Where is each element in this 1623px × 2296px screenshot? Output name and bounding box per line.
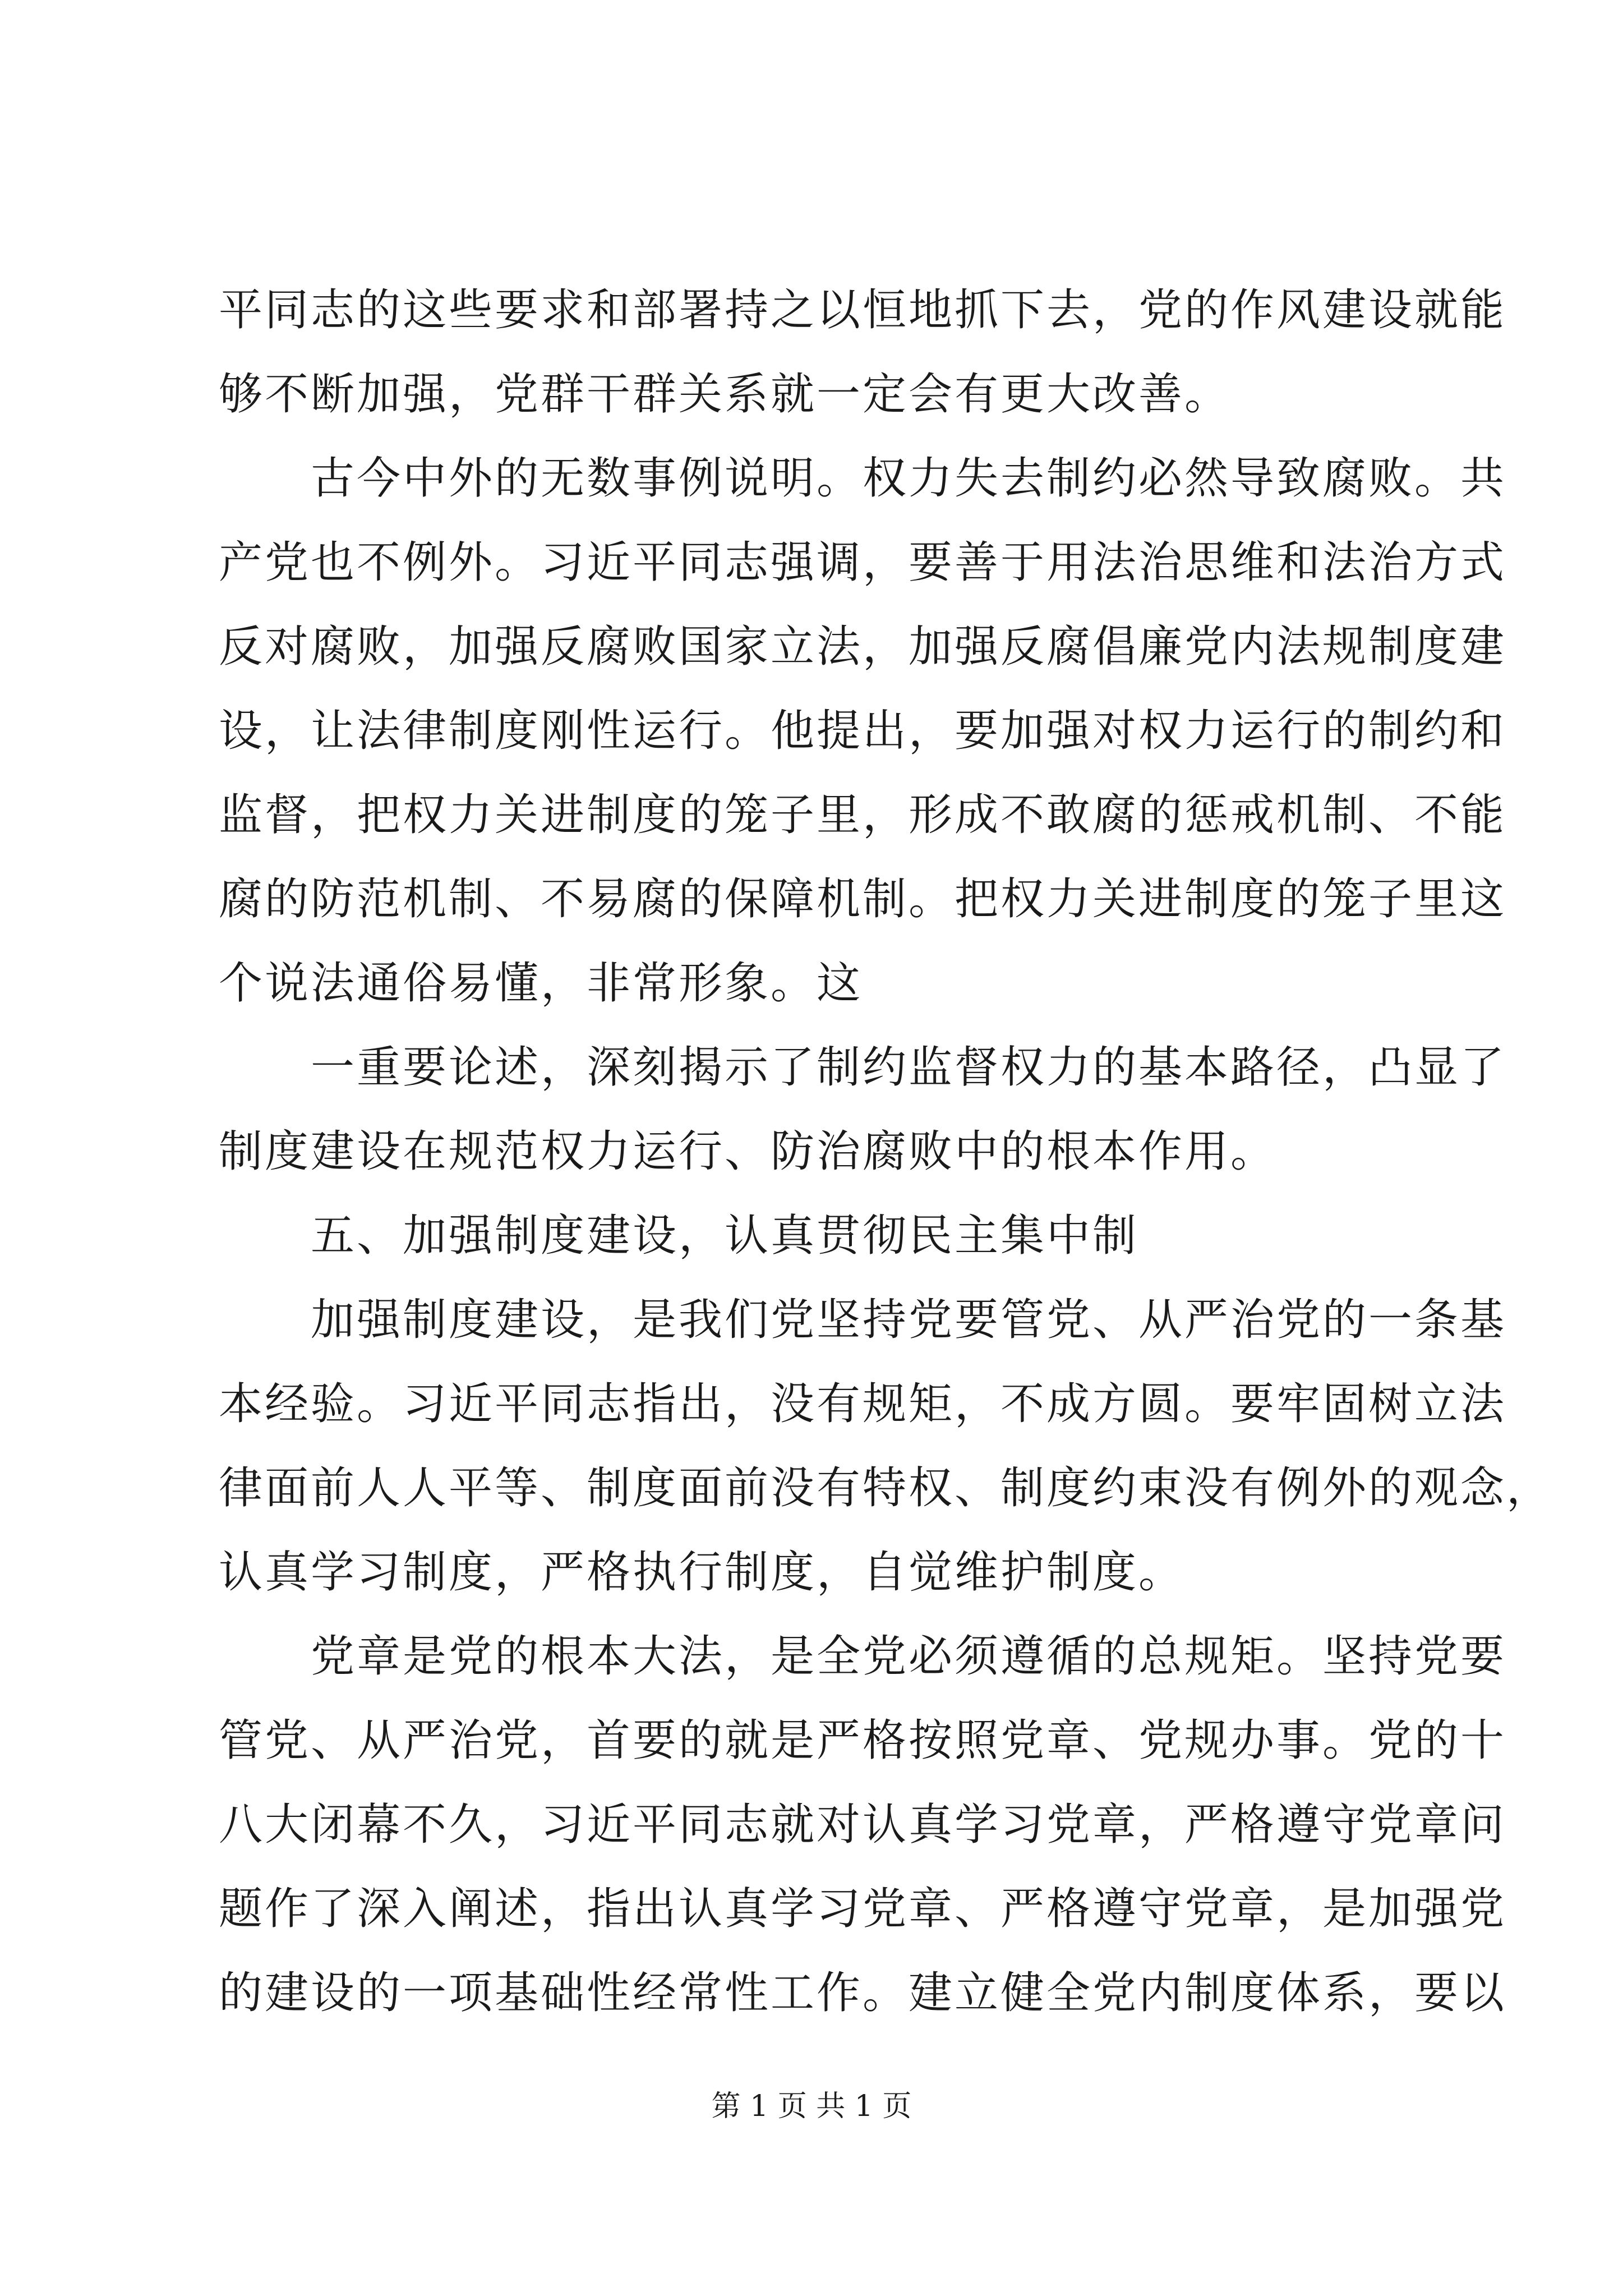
text-line: 的建设的一项基础性经常性工作。建立健全党内制度体系，要以: [219, 1968, 1507, 2018]
text-line: 够不断加强，党群干群关系就一定会有更大改善。: [219, 369, 1231, 420]
text-line: 制度建设在规范权力运行、防治腐败中的根本作用。: [219, 1126, 1277, 1177]
text-line: 古今中外的无数事例说明。权力失去制约必然导致腐败。共: [219, 453, 1507, 504]
section-heading: 五、加强制度建设，认真贯彻民主集中制: [219, 1211, 1139, 1261]
page-number-footer: 第 1 页 共 1 页: [711, 2090, 912, 2123]
text-line: 腐的防范机制、不易腐的保障机制。把权力关进制度的笼子里这: [219, 874, 1507, 924]
text-line: 党章是党的根本大法，是全党必须遵循的总规矩。坚持党要: [219, 1631, 1507, 1682]
text-line: 本经验。习近平同志指出，没有规矩，不成方圆。要牢固树立法: [219, 1379, 1507, 1429]
text-line: 反对腐败，加强反腐败国家立法，加强反腐倡廉党内法规制度建: [219, 622, 1507, 672]
text-line: 八大闭幕不久，习近平同志就对认真学习党章，严格遵守党章问: [219, 1800, 1507, 1850]
text-line: 平同志的这些要求和部署持之以恒地抓下去，党的作风建设就能: [219, 285, 1507, 335]
text-line: 加强制度建设，是我们党坚持党要管党、从严治党的一条基: [219, 1295, 1507, 1345]
text-line: 设，让法律制度刚性运行。他提出，要加强对权力运行的制约和: [219, 706, 1507, 756]
text-line: 律面前人人平等、制度面前没有特权、制度约束没有例外的观念，: [219, 1463, 1553, 1513]
text-line: 认真学习制度，严格执行制度，自觉维护制度。: [219, 1547, 1185, 1598]
text-line: 题作了深入阐述，指出认真学习党章、严格遵守党章，是加强党: [219, 1884, 1507, 1934]
text-line: 产党也不例外。习近平同志强调，要善于用法治思维和法治方式: [219, 537, 1507, 588]
text-line: 监督，把权力关进制度的笼子里，形成不敢腐的惩戒机制、不能: [219, 790, 1507, 840]
text-line: 一重要论述，深刻揭示了制约监督权力的基本路径，凸显了: [219, 1042, 1507, 1093]
text-line: 管党、从严治党，首要的就是严格按照党章、党规办事。党的十: [219, 1715, 1507, 1766]
text-line: 个说法通俗易懂，非常形象。这: [219, 958, 863, 1009]
